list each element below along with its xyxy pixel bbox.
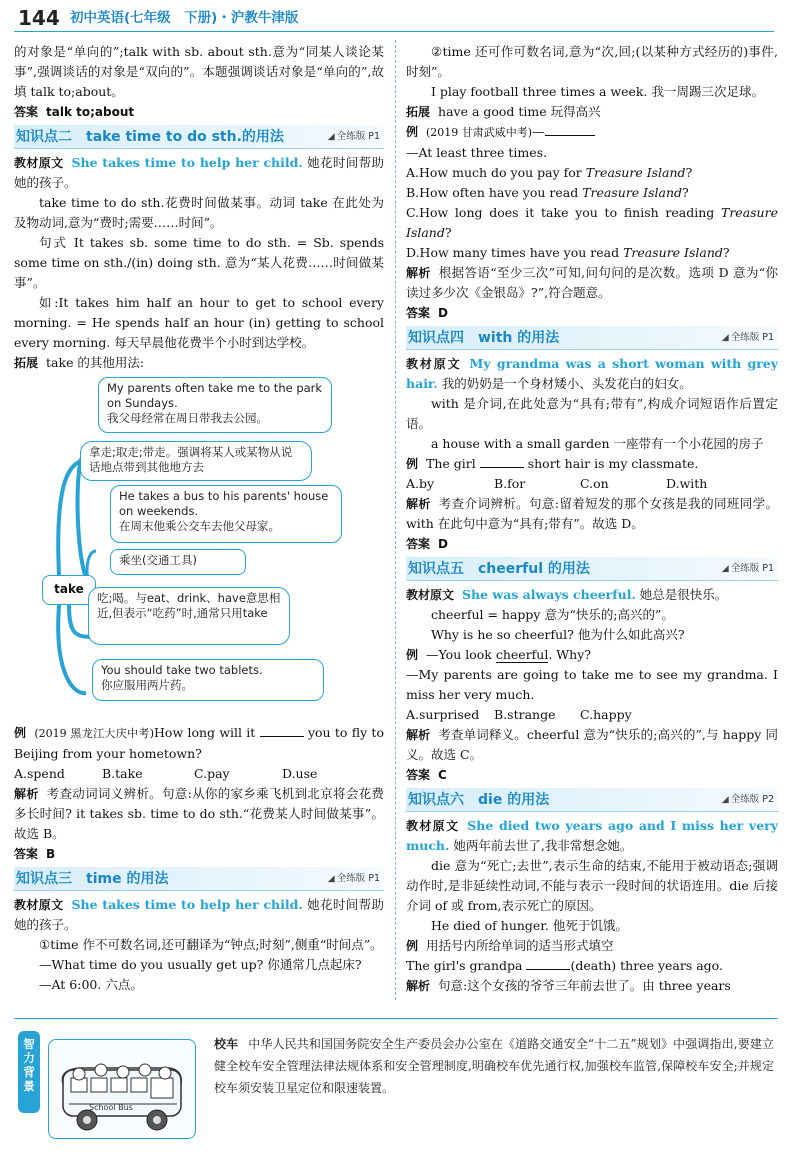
kp5-example	[406, 645, 778, 665]
ex-source: (2019 甘肃武威中考)	[426, 126, 533, 139]
kp2-ref	[328, 128, 380, 146]
column-divider	[395, 40, 396, 1000]
pencil-icon: ◢	[721, 333, 729, 343]
ex-q2: short hair is my classmate.	[527, 456, 699, 471]
bus-sign: School Bus	[89, 1103, 133, 1112]
analysis-label: 解析	[406, 979, 431, 993]
kp6-p1: die 意为“死亡;去世”,表示生命的结束,不能用于被动语态;强调动作时,是非延续性动词,不能与表示一段时间的状语连用。die 后接介词 of 或 from,表示死亡的原因。	[406, 858, 778, 913]
kp5-p2: Why is he so cheerful? 他为什么如此高兴?	[431, 627, 685, 642]
kp6-example	[406, 936, 778, 956]
kp3-original	[14, 895, 384, 935]
kp2-orig-cn: 她花时间帮助她的孩子。	[14, 155, 384, 190]
kp6-analysis	[406, 976, 778, 996]
school-bus-illustration	[48, 1039, 196, 1139]
kp3-ref	[328, 870, 380, 888]
kp5-answer	[406, 765, 778, 785]
kp3b-p1: ②time 还可作可数名词,意为“次,回;(以某种方式经历的)事件,时刻”。	[406, 44, 778, 79]
option-b: B.strange	[494, 707, 556, 722]
ex-blank	[480, 454, 524, 468]
answer-value: C	[438, 768, 447, 782]
kp5-ref-text: 全练版 P1	[730, 563, 774, 574]
ext-label: 拓展	[14, 356, 39, 370]
kp3-ref-text: 全练版 P1	[336, 873, 380, 884]
knowledge-point-4-header	[406, 326, 778, 350]
option-c-book: Treasure Island	[406, 205, 778, 240]
ex-label: 例	[406, 457, 419, 471]
box2-text: 拿走;取走;带走。强调将某人或某物从说话地点带到其他地方去	[89, 445, 293, 474]
analysis-text: 句意:这个女孩的爷爷三年前去世了。由 three years	[438, 978, 731, 993]
kp3-orig-label: 教材原文	[14, 898, 64, 912]
ex-blank	[260, 723, 304, 737]
ex-label: 例	[406, 939, 419, 953]
answer-label: 答案	[406, 306, 431, 320]
analysis-text: 考查单词释义。cheerful 意为“快乐的;高兴的”,与 happy 同义。故选 C。	[406, 727, 778, 762]
kp4-answer	[406, 534, 778, 554]
ex-blank	[526, 956, 570, 970]
answer-label: 答案	[406, 537, 431, 551]
option-d-book: Treasure Island	[623, 245, 723, 260]
kp6-orig-en: She died two years ago and I miss her very much.	[406, 818, 778, 853]
kp4-title: 知识点四 with 的用法	[408, 330, 560, 346]
box6-cn: 你应服用两片药。	[101, 678, 193, 692]
option-a-text: A.How much do you pay for	[406, 165, 586, 180]
ex-label: 例	[406, 125, 419, 139]
kp3b-answer	[406, 303, 778, 323]
background-knowledge-box	[14, 1018, 778, 1154]
ex-q2: (death) three years ago.	[570, 958, 723, 973]
ex-source: (2019 黑龙江大庆中考)	[34, 727, 155, 740]
kp3b-option-b: B.How often have you read Treasure Island?	[406, 185, 689, 200]
box3-en: He takes a bus to his parents' house on weekends.	[119, 489, 329, 518]
background-text	[214, 1033, 774, 1099]
kp3b-option-a: A.How much do you pay for Treasure Island?	[406, 165, 693, 180]
mindmap-box-1	[98, 377, 332, 433]
option-b: B.for	[494, 476, 526, 491]
intro-paragraph: 的对象是“单向的”;talk with sb. about sth.意为“同某人谈论某事”,强调谈话的对象是“双向的”。本题强调谈话对象是“单向的”,故填 talk to;about。	[14, 44, 384, 99]
kp3b-option-c: C.How long does it take you to finish reading Treasure Island?	[406, 205, 778, 240]
kp6-title: 知识点六 die 的用法	[408, 792, 550, 808]
ext-text: have a good time 玩得高兴	[438, 104, 601, 119]
option-c: C.happy	[580, 707, 632, 722]
kp3-orig-cn: 她花时间帮助她的孩子。	[14, 897, 384, 932]
option-b-book: Treasure Island	[582, 185, 683, 200]
pencil-icon: ◢	[327, 132, 335, 142]
box1-en: My parents often take me to the park on Sundays.	[107, 381, 323, 410]
kp2-p2: 句式 It takes sb. some time to do sth. = Sb. spends some time on sth./(in) doing sth. 意为“某人花费……时间做某事”。	[14, 235, 384, 290]
mindmap-box-2	[80, 441, 312, 481]
mindmap-box-5	[88, 587, 290, 645]
mindmap-box-6	[92, 659, 324, 701]
option-a: A.by	[406, 476, 435, 491]
analysis-text: 考查介词辨析。句意:留着短发的那个女孩是我的同班同学。with 在此句中意为“具有;带有”。故选 D。	[406, 496, 778, 531]
box3-cn: 在周末他乘公交车去他父母家。	[119, 519, 280, 533]
kp2-ref-text: 全练版 P1	[336, 131, 380, 142]
kp5-analysis	[406, 725, 778, 765]
kp3b-analysis	[406, 263, 778, 303]
ex-dash: —	[532, 124, 545, 139]
option-b-text: B.How often have you read	[406, 185, 583, 200]
kp6-ref	[722, 791, 774, 809]
kp3-p1: ①time 作不可数名词,还可翻译为“钟点;时刻”,侧重“时间点”。	[39, 937, 383, 952]
answer-value: B	[46, 847, 56, 861]
side-label: 智力背景	[18, 1031, 40, 1113]
kp4-ref-text: 全练版 P1	[730, 332, 774, 343]
mindmap-center-take: take	[42, 575, 96, 605]
kp4-ref	[722, 329, 774, 347]
ex-blank	[545, 122, 595, 136]
kp5-options	[406, 705, 778, 725]
trunk-lower	[58, 605, 86, 693]
ex-underlined-word: cheerful	[495, 647, 549, 662]
option-d: D.with	[666, 476, 708, 491]
pencil-icon: ◢	[721, 564, 729, 574]
box5-text: 吃;喝。与eat、drink、have意思相近,但表示“吃药”时,通常只用take	[97, 591, 281, 620]
kp2-analysis	[14, 784, 384, 844]
kp2-options	[14, 764, 384, 784]
kp6-orig-label: 教材原文	[406, 819, 460, 833]
kp3-title: 知识点三 time 的用法	[16, 871, 169, 887]
kp5-title: 知识点五 cheerful 的用法	[408, 561, 590, 577]
kp2-example	[14, 723, 384, 764]
ex-q2: you to fly to Beijing from your hometown?	[14, 725, 384, 761]
answer-label: 答案	[14, 847, 39, 861]
school-bus-icon	[49, 1040, 197, 1140]
kp6-orig-cn: 她两年前去世了,我非常想念她。	[453, 838, 633, 853]
kp2-original	[14, 153, 384, 193]
kp3b-extension	[406, 102, 778, 122]
option-a: A.surprised	[406, 707, 480, 722]
box6-en: You should take two tablets.	[101, 663, 263, 677]
analysis-label: 解析	[406, 266, 431, 280]
kp4-p2: a house with a small garden 一座带有一个小花园的房子	[431, 436, 764, 451]
kp2-orig-en: She takes time to help her child.	[71, 155, 303, 170]
ext-text: take 的其他用法:	[46, 355, 145, 370]
kp4-original	[406, 354, 778, 394]
knowledge-point-6-header	[406, 788, 778, 812]
left-column	[14, 42, 384, 1002]
kp2-p1: take time to do sth.花费时间做某事。动词 take 在此处为及物动词,意为“费时;需要……时间”。	[14, 195, 384, 230]
kp6-question	[406, 956, 778, 976]
kp5-original	[406, 585, 778, 605]
kp6-p2: He died of hunger. 他死于饥饿。	[431, 918, 628, 933]
analysis-label: 解析	[14, 787, 39, 801]
kp5-orig-cn: 她总是很快乐。	[639, 587, 728, 602]
kp3b-example	[406, 122, 778, 143]
option-b: B.take	[102, 766, 143, 781]
kp3b-reply: —At least three times.	[406, 145, 548, 160]
kp5-reply: —My parents are going to take me to see my grandma. I miss her very much.	[406, 667, 778, 702]
option-d-text: D.How many times have you read	[406, 245, 624, 260]
analysis-label: 解析	[406, 497, 431, 511]
kp2-extension	[14, 353, 384, 373]
answer-label: 答案	[14, 105, 39, 119]
option-a-book: Treasure Island	[585, 165, 686, 180]
kp4-analysis	[406, 494, 778, 534]
ex-q2: . Why?	[548, 647, 591, 662]
take-mindmap	[14, 375, 384, 719]
ex-label: 例	[406, 648, 419, 662]
kp2-orig-label: 教材原文	[14, 156, 64, 170]
page-header	[14, 4, 774, 32]
kp3-p3: —At 6:00. 六点。	[39, 977, 143, 992]
pencil-icon: ◢	[327, 874, 335, 884]
kp4-orig-cn: 我的奶奶是一个身材矮小、头发花白的妇女。	[441, 376, 692, 391]
analysis-text: 根据答语“至少三次”可知,问句问的是次数。选项 D 意为“你读过多少次《金银岛》?”,符合题意。	[406, 265, 778, 300]
ex-q1: How long will it	[154, 725, 256, 740]
kp4-p1: with 是介词,在此处意为“具有;带有”,构成介词短语作后置定语。	[406, 396, 778, 431]
box1-cn: 我父母经常在周日带我去公园。	[107, 411, 268, 425]
kp5-ref	[722, 560, 774, 578]
pencil-icon: ◢	[721, 795, 729, 805]
knowledge-point-3-header	[14, 867, 384, 891]
background-title: 校车	[214, 1037, 239, 1051]
option-d: D.use	[282, 766, 318, 781]
kp2-title: 知识点二 take time to do sth.的用法	[16, 129, 284, 145]
mindmap-box-3	[110, 485, 342, 543]
kp5-orig-label: 教材原文	[406, 588, 455, 602]
kp3-p2: —What time do you usually get up? 你通常几点起床?	[39, 957, 362, 972]
answer-label: 答案	[406, 768, 431, 782]
ext-label: 拓展	[406, 105, 431, 119]
background-body: 中华人民共和国国务院安全生产委员会办公室在《道路交通安全“十二五”规划》中强调指出,要建立健全校车安全管理法律法规体系和安全管理制度,明确校车优先通行权,加强校车监管,保障校车安全;并规定校车须安装卫星定位和限速装置。	[214, 1037, 774, 1095]
mindmap-box-4	[110, 549, 246, 575]
knowledge-point-2-header	[14, 125, 384, 149]
option-c: C.pay	[194, 766, 230, 781]
kp2-answer	[14, 844, 384, 864]
option-c-text: C.How long does it take you to finish reading	[406, 205, 721, 220]
page-number: 144	[18, 6, 60, 30]
kp3b-option-d: D.How many times have you read Treasure Island?	[406, 245, 730, 260]
book-title: 初中英语(七年级 下册)・沪教牛津版	[70, 10, 299, 26]
ex-q1: The girl	[426, 456, 476, 471]
ex-q1: —You look	[426, 647, 492, 662]
ex-instruction: 用括号内所给单词的适当形式填空	[426, 938, 614, 953]
option-c: C.on	[580, 476, 609, 491]
right-column	[406, 42, 778, 1002]
answer-value: talk to;about	[46, 105, 135, 119]
knowledge-point-5-header	[406, 557, 778, 581]
answer-value: D	[438, 537, 448, 551]
option-a: A.spend	[14, 766, 65, 781]
ex-q1: The girl's grandpa	[406, 958, 523, 973]
kp6-ref-text: 全练版 P2	[730, 794, 774, 805]
kp5-orig-en: She was always cheerful.	[462, 587, 636, 602]
intro-answer	[14, 102, 384, 122]
analysis-label: 解析	[406, 728, 431, 742]
analysis-text: 考查动词词义辨析。句意:从你的家乡乘飞机到北京将会花费多长时间? it takes sb. time to do sth.“花费某人时间做某事”。故选 B。	[14, 786, 384, 841]
kp6-original	[406, 816, 778, 856]
kp4-example	[406, 454, 778, 474]
kp4-orig-en: My grandma was a short woman with grey hair.	[406, 356, 778, 391]
kp3-orig-en: She takes time to help her child.	[71, 897, 303, 912]
kp2-p3: 如:It takes him half an hour to get to school every morning. = He spends half an hour (in) getting to school every morning. 每天早晨他花费半个小时到达学校。	[14, 295, 384, 350]
answer-value: D	[438, 306, 448, 320]
ex-label: 例	[14, 726, 27, 740]
box4-text: 乘坐(交通工具)	[119, 553, 197, 567]
kp3b-p2: I play football three times a week. 我一周踢三次足球。	[431, 84, 764, 99]
kp4-options	[406, 474, 778, 494]
kp5-p1: cheerful = happy 意为“快乐的;高兴的”。	[431, 607, 674, 622]
kp4-orig-label: 教材原文	[406, 357, 462, 371]
